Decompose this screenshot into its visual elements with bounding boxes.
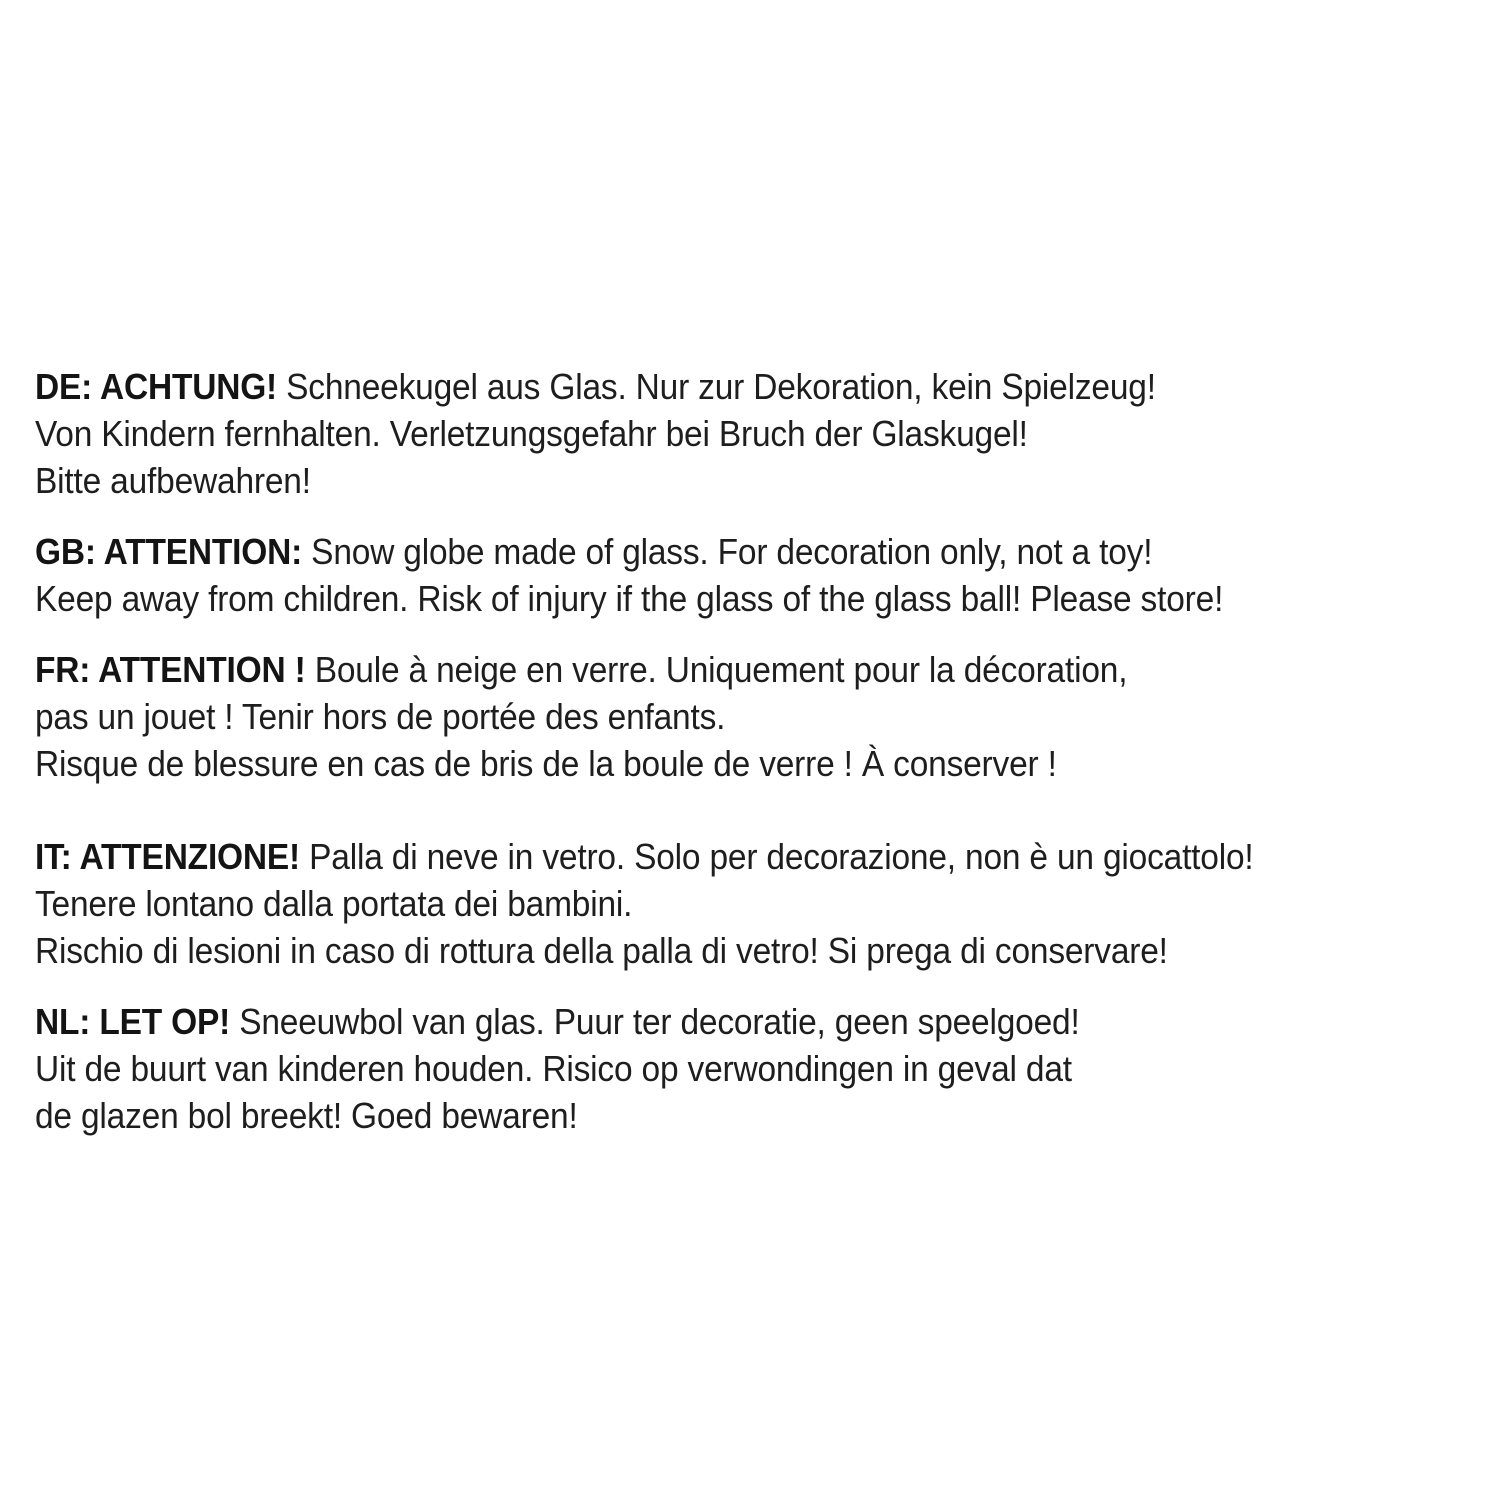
warning-line: Keep away from children. Risk of injury if the glass of the glass ball! Please store!	[35, 578, 1224, 619]
warning-line: Rischio di lesioni in caso di rottura della palla di vetro! Si prega di conservare!	[35, 930, 1168, 971]
warning-line: pas un jouet ! Tenir hors de portée des enfants.	[35, 696, 726, 737]
warning-line	[35, 833, 1393, 880]
warning-section-gb	[35, 528, 1495, 622]
warning-line	[35, 998, 1393, 1045]
warning-line	[35, 646, 1393, 693]
warning-section-nl	[35, 998, 1495, 1139]
warning-line: Bitte aufbewahren!	[35, 460, 311, 501]
section-text: Sneeuwbol van glas. Puur ter decoratie, geen speelgoed!	[239, 1001, 1080, 1042]
warning-line: de glazen bol breekt! Goed bewaren!	[35, 1095, 578, 1136]
section-lead-gb: GB: ATTENTION:	[35, 531, 303, 572]
warning-line	[35, 528, 1393, 575]
section-text: Palla di neve in vetro. Solo per decorazione, non è un giocattolo!	[309, 836, 1254, 877]
warning-line: Tenere lontano dalla portata dei bambini.	[35, 883, 633, 924]
section-lead-de: DE: ACHTUNG!	[35, 366, 278, 407]
warning-section-fr	[35, 646, 1495, 787]
section-lead-nl: NL: LET OP!	[35, 1001, 231, 1042]
section-lead-fr: FR: ATTENTION !	[35, 649, 306, 690]
section-text: Schneekugel aus Glas. Nur zur Dekoration, kein Spielzeug!	[286, 366, 1156, 407]
section-lead-it: IT: ATTENZIONE!	[35, 836, 301, 877]
warning-line: Risque de blessure en cas de bris de la boule de verre ! À conserver !	[35, 743, 1057, 784]
warning-text-block	[35, 363, 1495, 1163]
warning-line: Von Kindern fernhalten. Verletzungsgefahr bei Bruch der Glaskugel!	[35, 413, 1028, 454]
section-text: Snow globe made of glass. For decoration only, not a toy!	[311, 531, 1153, 572]
warning-line	[35, 363, 1393, 410]
warning-section-it	[35, 833, 1495, 974]
warning-line: Uit de buurt van kinderen houden. Risico op verwondingen in geval dat	[35, 1048, 1072, 1089]
section-text: Boule à neige en verre. Uniquement pour la décoration,	[314, 649, 1128, 690]
warning-section-de	[35, 363, 1495, 504]
